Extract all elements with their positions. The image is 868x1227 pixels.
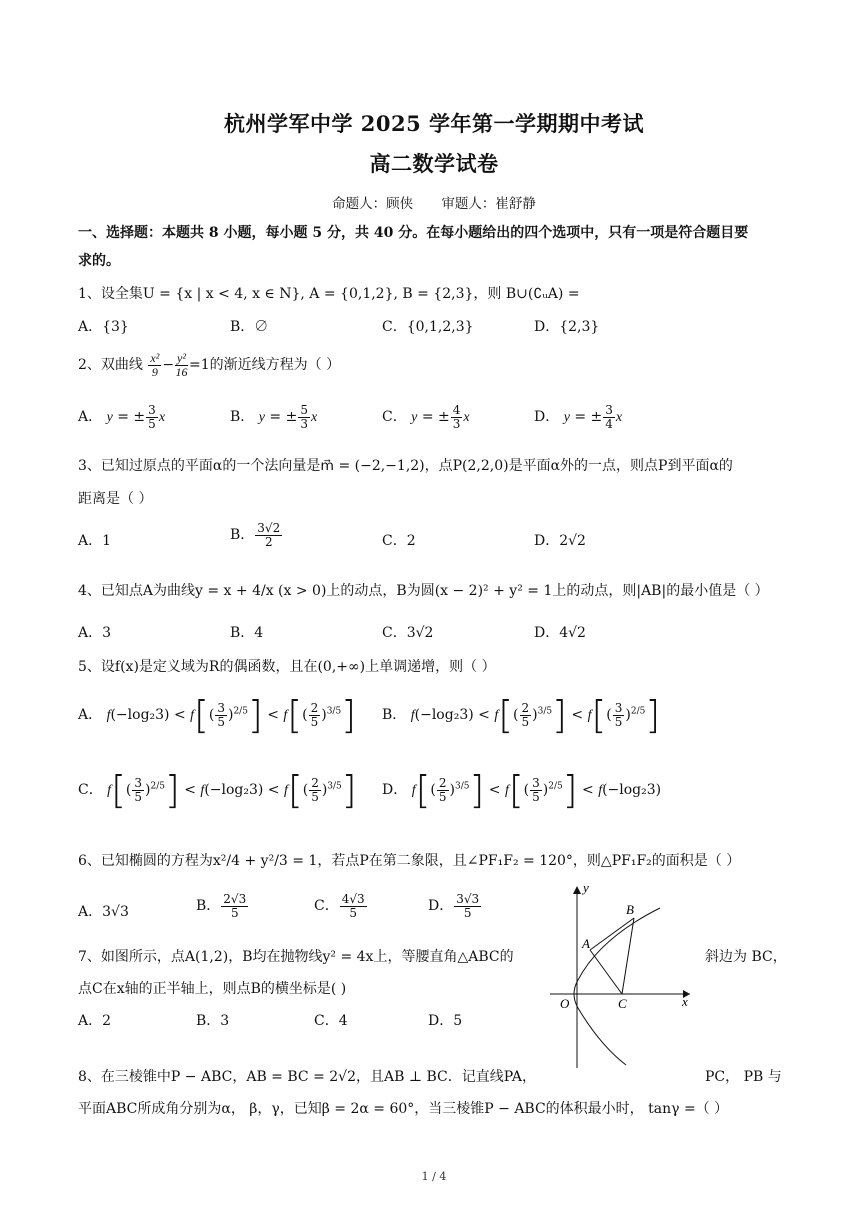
label-a: A <box>582 936 590 951</box>
question-3-stem: 3、已知过原点的平面α的一个法向量是m⃗ = (−2,−1,2)，点P(2,2,0)是平面α外的一点，则点P到平面α的 <box>78 458 733 474</box>
question-7-options <box>78 1010 528 1044</box>
question-7-stem-right: 斜边为 BC， <box>705 949 787 965</box>
question-5-stem: 5、设f(x)是定义域为R的偶函数，且在(0,+∞)上单调递增，则（ ） <box>78 659 496 675</box>
q5-option-b: B． f(−log₂3) < f[( $\frac{2}{5}$ )$^{3/5}$] < f[( $\frac{3}{5}$ )$^{2/5}$] <box>382 693 661 737</box>
question-3-stem-cont: 距离是（ ） <box>78 491 153 507</box>
q1-option-c: C．{0,1,2,3} <box>382 319 474 335</box>
question-8-stem-right: PC， PB 与 <box>705 1069 782 1085</box>
q2-stem-suffix: 的渐近线方程为（ ） <box>209 357 341 374</box>
label-o: O <box>560 996 570 1011</box>
q4-option-b: B．4 <box>230 625 264 641</box>
question-8-stem: 8、在三棱锥中P − ABC，AB = BC = 2√2，且AB ⊥ BC．记直线PA， <box>78 1069 536 1085</box>
exam-title: 杭州学军中学 2025 学年第一学期期中考试 <box>223 111 645 136</box>
q3-option-c: C．2 <box>382 533 416 549</box>
q1-option-d: D．{2,3} <box>534 319 600 335</box>
question-6-options <box>78 893 528 927</box>
question-4-stem: 4、已知点A为曲线y = x + 4/x (x > 0)上的动点，B为圆(x − 2)² + y² = 1上的动点，则|AB|的最小值是（ ） <box>78 583 769 599</box>
q4-option-d: D．4√2 <box>534 625 586 641</box>
q2-frac-y: $\frac{\text{y²}}{16}$ <box>175 351 188 379</box>
segment-ac <box>590 950 622 994</box>
q3-option-b: B． $\frac{3√2}{2}$ <box>230 521 281 549</box>
q3-option-d: D．2√2 <box>534 533 586 549</box>
question-2-stem: 2、双曲线 $\frac{\text{x²}}{9}$ − $\frac{\text{y²}}{16}$ =1的渐近线方程为（ ） <box>78 351 341 379</box>
q6-option-b: B． $\frac{2√3}{5}$ <box>196 892 247 920</box>
q4-option-c: C．3√2 <box>382 625 434 641</box>
question-8-stem-cont: 平面ABC所成角分别为α， β，γ，已知β = 2α = 60°，当三棱锥P − ABC的体积最小时， tanγ =（ ） <box>78 1101 729 1117</box>
question-2-options <box>78 404 798 438</box>
y-axis-arrow <box>573 886 581 894</box>
q5-option-a: A． f(−log₂3) < f[( $\frac{3}{5}$ )$^{2/5}$] < f[( $\frac{2}{5}$ )$^{3/5}$] <box>78 693 357 737</box>
label-c: C <box>618 996 627 1011</box>
question-7-stem: 7、如图所示，点A(1,2)，B均在抛物线y² = 4x上，等腰直角△ABC的 <box>78 949 514 965</box>
q5-option-d: D． f[( $\frac{2}{5}$ )$^{3/5}$] < f[( $\frac{3}{5}$ )$^{2/5}$] < f(−log₂3) <box>382 768 662 812</box>
q1-option-a: A．{3} <box>78 319 129 335</box>
label-y: y <box>583 880 589 895</box>
q6-option-c: C． $\frac{4√3}{5}$ <box>314 892 365 920</box>
q2-option-d: D． y = ± $\frac{3}{4}$ x <box>534 403 623 431</box>
q2-frac-x: $\frac{\text{x²}}{9}$ <box>150 351 160 379</box>
q2-stem-prefix: 2、双曲线 <box>78 357 143 374</box>
exam-subtitle: 高二数学试卷 <box>369 151 499 176</box>
q7-option-a: A．2 <box>78 1013 112 1029</box>
author-label: 命题人：顾侠 <box>332 196 414 212</box>
section-heading-cont: 求的。 <box>78 253 120 269</box>
q7-option-d: D．5 <box>428 1013 463 1029</box>
q4-option-a: A．3 <box>78 625 112 641</box>
q2-option-b: B． y = ± $\frac{5}{3}$ x <box>230 403 318 431</box>
page-number: 1 / 4 <box>421 1170 447 1183</box>
question-5-options-row2 <box>78 768 798 823</box>
q2-option-a: A． y = ± $\frac{3}{5}$ x <box>78 403 166 431</box>
label-b: B <box>626 902 634 917</box>
question-1-stem: 1、设全集U = {x | x < 4, x ∈ N}, A = {0,1,2}, B = {2,3}，则 B∪(∁ᵤA) = <box>78 286 580 302</box>
q7-option-c: C．4 <box>314 1013 348 1029</box>
label-x: x <box>682 994 688 1009</box>
question-7-stem-cont: 点C在x轴的正半轴上，则点B的横坐标是( ) <box>78 981 347 997</box>
question-6-stem: 6、已知椭圆的方程为x²/4 + y²/3 = 1，若点P在第二象限，且∠PF₁F₂ = 120°，则△PF₁F₂的面积是（ ） <box>78 853 741 869</box>
q2-option-c: C． y = ± $\frac{4}{3}$ x <box>382 403 470 431</box>
authors-line <box>0 192 868 212</box>
q6-option-a: A．3√3 <box>78 904 129 920</box>
question-1-options <box>78 316 798 350</box>
reviewer-label: 审题人：崔舒静 <box>441 196 536 212</box>
section-heading: 一、选择题：本题共 8 小题，每小题 5 分，共 40 分。在每小题给出的四个选项中，只有一项是符合题目要 <box>78 225 749 241</box>
q5-option-c: C． f[( $\frac{3}{5}$ )$^{2/5}$] < f(−log₂3) < f[( $\frac{2}{5}$ )$^{3/5}$] <box>78 768 357 812</box>
q3-option-a: A．1 <box>78 533 112 549</box>
question-3-options <box>78 522 798 556</box>
parabola-figure <box>540 880 700 1070</box>
question-4-options <box>78 622 798 656</box>
q1-option-b: B．∅ <box>230 319 269 335</box>
q6-option-d: D． $\frac{3√3}{5}$ <box>428 892 480 920</box>
question-5-options-row1 <box>78 693 798 748</box>
q7-option-b: B．3 <box>196 1013 230 1029</box>
segment-ab <box>590 918 634 950</box>
